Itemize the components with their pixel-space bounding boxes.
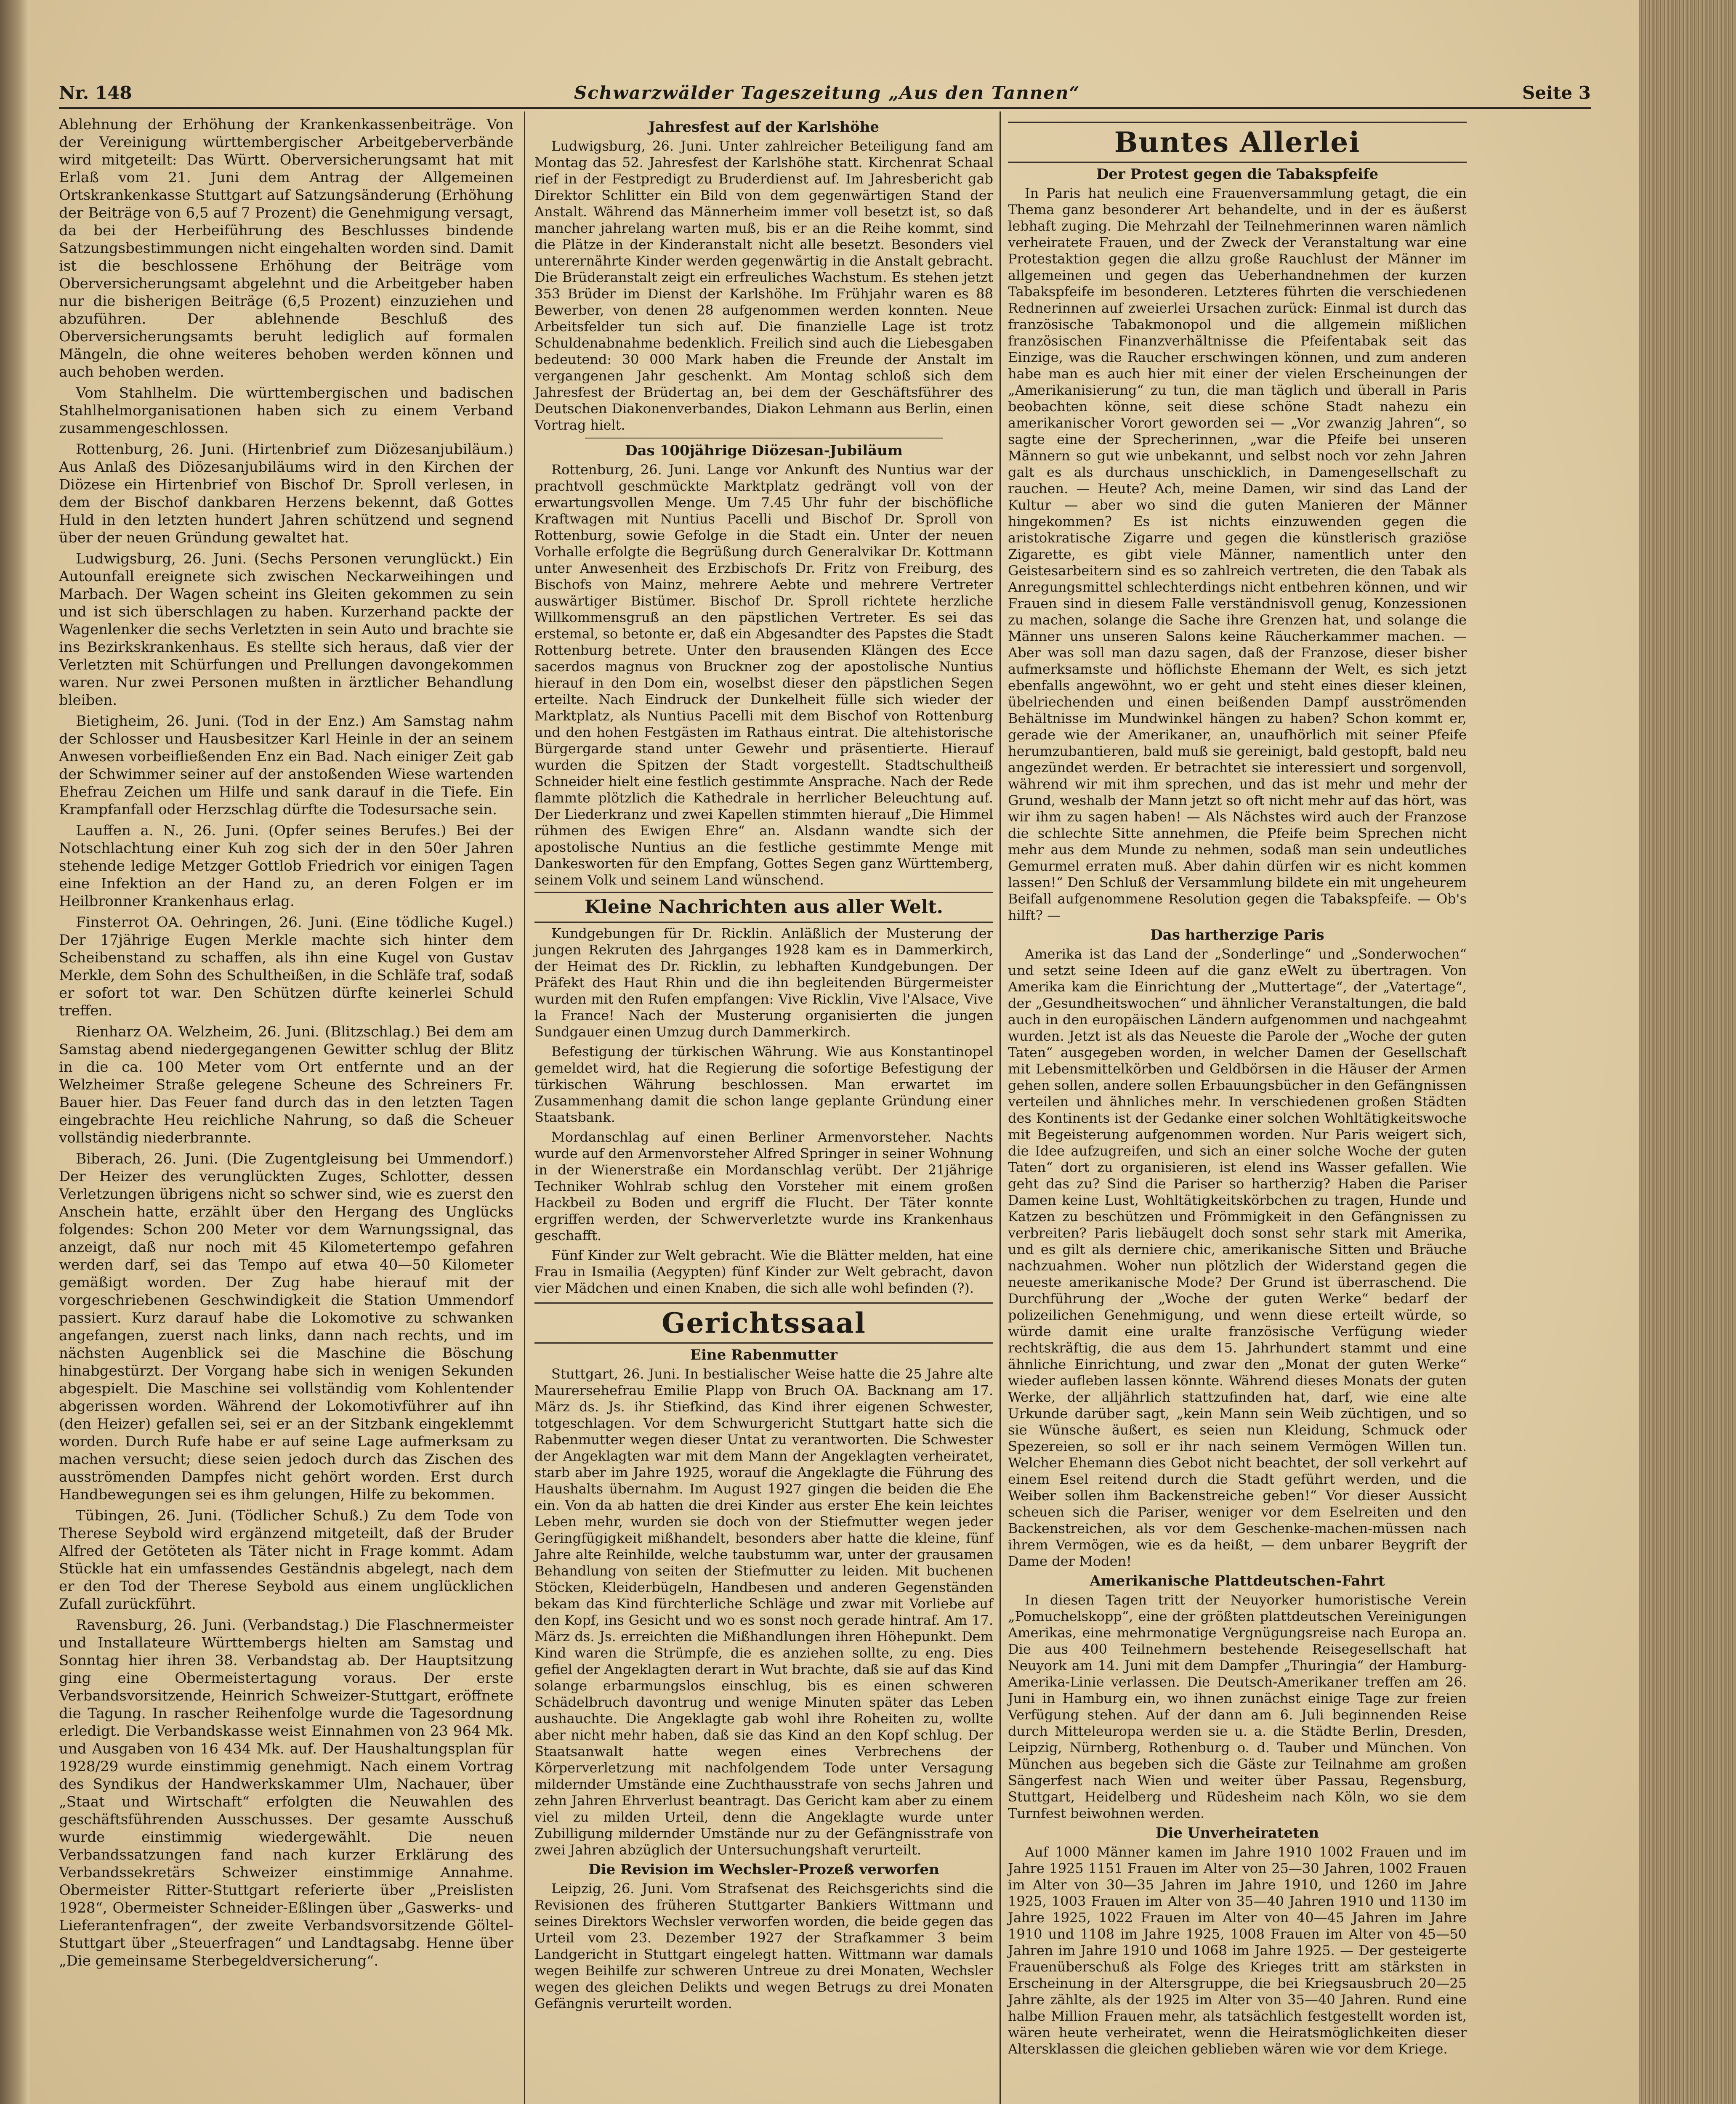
article-dioezesan-jubilaeum: Rottenburg, 26. Juni. Lange vor Ankunft des Nuntius war der prachtvoll geschmückte Marktplatz gedrängt voll von der erwartungsvollen Menge. Um 7.45 Uhr fuhr der bischöfliche Kraftwagen mit Nuntius Pacelli und Bischof Dr. Sproll von Rottenburg, sowie Gefolge in die Stadt ein. Unter der neuen Vorhalle erfolgte die Begrüßung durch Generalvikar Dr. Kottmann unter Anwesenheit des Erzbischofs Dr. Fritz von Freiburg, des Bischofs von Mainz, mehrere Aebte und mehrere Vertreter auswärtiger Bistümer. Bischof Dr. Sproll richtete herzliche Willkommensgruß an den päpstlichen Vertreter. Es sei das erstemal, so betonte er, daß ein Abgesandter des Papstes die Stadt Rottenburg betrete. Unter den brausenden Klängen des Ecce sacerdos magnus von Bruckner zog der apostolische Nuntius hierauf in den Dom ein, woselbst dieser den päpstlichen Segen erteilte. Nach Eindruck der Dunkelheit fülle sich wieder der Marktplatz, als Nuntius Pacelli mit dem Bischof von Rottenburg und den hohen Festgästen im Rathaus eintrat. Die altehistorische Bürgergarde stand unter Gewehr und präsentierte. Hierauf wurden die Spitzen der Stadt vorgestellt. Stadtschultheiß Schneider hielt eine festlich gestimmte Ansprache. Nach der Rede flammte plötzlich die Kathedrale in herrlicher Beleuchtung auf. Der Liederkranz und zwei Kapellen stimmten hierauf „Die Himmel rühmen des Ewigen Ehre“ an. Alsdann wandte sich der apostolische Nuntius an die festliche gestimmte Menge mit Dankesworten für den Empfang, Gottes Segen ganz Württemberg, seinem Volk und seinem Land wünschend. xyxy=(534,462,993,888)
article-unverheirateten: Auf 1000 Männer kamen im Jahre 1910 1002 Frauen und im Jahre 1925 1151 Frauen im Alter von 25—30 Jahren, 1002 Frauen im Alter von 30—35 Jahren im Jahre 1910, und 1260 im Jahre 1925, 1003 Frauen im Alter von 35—40 Jahren 1910 und 1130 im Jahre 1925, 1022 Frauen im Alter von 40—45 Jahren im Jahre 1910 und 1108 im Jahre 1925, 1008 Frauen im Alter von 45—50 Jahren im Jahre 1910 und 1068 im Jahre 1925. — Der gesteigerte Frauenüberschuß als Folge des Krieges tritt am stärksten in Erscheinung in der Altersgruppe, die bei Kriegsausbruch 20—25 Jahre zählte, als der 1925 im Alter von 35—40 Jahren. Rund eine halbe Million Frauen mehr, als tatsächlich festgestellt worden ist, wären heute verheiratet, wenn die Heiratsmöglichkeiten dieser Altersklassen die gleichen geblieben wären wie vor dem Kriege. xyxy=(1008,1844,1467,2057)
page-header xyxy=(59,80,1591,105)
article-rabenmutter: Stuttgart, 26. Juni. In bestialischer Weise hatte die 25 Jahre alte Maurersehefrau Emilie Plapp von Bruch OA. Backnang am 17. März ds. Js. ihr Stiefkind, das Kind ihrer eigenen Schwester, totgeschlagen. Vor dem Schwurgericht Stuttgart hatte sich die Rabenmutter wegen dieser Untat zu verantworten. Die Schwester der Angeklagten war mit dem Mann der Angeklagten verheiratet, starb aber im Jahre 1925, worauf die Angeklagte die Führung des Haushalts übernahm. Im August 1927 gingen die beiden die Ehe ein. Von da ab hatten die drei Kinder aus erster Ehe kein leichtes Leben mehr, wurden sie doch von der Stiefmutter wegen jeder Geringfügigkeit mißhandelt, besonders aber hatte die kleine, fünf Jahre alte Reinhilde, welche taubstumm war, unter der grausamen Behandlung von seiten der Stiefmutter zu leiden. Mit buchenen Stöcken, Kleiderbügeln, Handbesen und anderen Gegenständen bekam das Kind fürchterliche Schläge und zwar mit Vorliebe auf den Kopf, ins Gesicht und wo es sonst noch gerade hintraf. Am 17. März ds. Js. erreichten die Mißhandlungen ihren Höhepunkt. Dem Kind waren die Strümpfe, die es anziehen sollte, zu eng. Dies gefiel der Angeklagten derart in Wut brachte, daß sie auf das Kind solange erbarmungslos einschlug, bis es einen schweren Schädelbruch davontrug und wenige Minuten später das Leben aushauchte. Die Angeklagte gab wohl ihre Roheiten zu, wollte aber nicht mehr haben, daß sie das Kind an den Kopf schlug. Der Staatsanwalt hatte wegen eines Verbrechens der Körperverletzung mit nachfolgendem Tode unter Versagung mildernder Umstände eine Zuchthausstrafe von sechs Jahren und zehn Jahren Ehrverlust beantragt. Das Gericht kam aber zu einem viel zu milden Urteil, denn die Angeklagte wurde unter Zubilligung mildernder Umstände nur zu der Gefängnisstrafe von zwei Jahren abzüglich der Untersuchungshaft verurteilt. xyxy=(534,1366,993,1858)
article-plattdeutschen-fahrt: In diesen Tagen tritt der Neuyorker humoristische Verein „Pomuchelskopp“, eine der größten plattdeutschen Vereinigungen Amerikas, eine mehrmonatige Vergnügungsreise nach Europa an. Die aus 400 Teilnehmern bestehende Reisegesellschaft hat Neuyork am 14. Juni mit dem Dampfer „Thuringia“ der Hamburg-Amerika-Linie verlassen. Die Deutsch-Amerikaner treffen am 26. Juni in Hamburg ein, wo ihnen zunächst einige Tage zur freien Verfügung stehen. Auf der dann am 6. Juli beginnenden Reise durch Mitteleuropa werden sie u. a. die Städte Berlin, Dresden, Leipzig, Nürnberg, Rothenburg o. d. Tauber und München. Von München aus begeben sich die Gäste zur Teilnahme am großen Sängerfest nach Wien und weiter über Passau, Regensburg, Stuttgart, Heidelberg und Rüdesheim nach Köln, wo sie dem Turnfest beiwohnen werden. xyxy=(1008,1592,1467,1821)
article-rienharz: Rienharz OA. Welzheim, 26. Juni. (Blitzschlag.) Bei dem am Samstag abend niedergegangenen Gewitter schlug der Blitz in die ca. 100 Meter vom Ort entfernte und an der Welzheimer Straße gelegene Scheune des Schreiners Fr. Bauer hier. Das Feuer fand durch das in den letzten Tagen eingebrachte Heu reichliche Nahrung, so daß die Scheuer vollständig niederbrannte. xyxy=(59,1023,513,1146)
column-2 xyxy=(534,116,993,2104)
column-3 xyxy=(1008,116,1467,2104)
column-rule-2 xyxy=(1000,112,1001,2104)
heading-tabakspfeife: Der Protest gegen die Tabakspfeife xyxy=(1096,166,1379,183)
article-bietigheim: Bietigheim, 26. Juni. (Tod in der Enz.) Am Samstag nahm der Schlosser und Hausbesitzer Karl Heinle in der an seinem Anwesen vorbeifließenden Enz ein Bad. Nach einiger Zeit gab der Schwimmer seiner auf der anstoßenden Wiese wartenden Ehefrau Zeichen um Hilfe und sank darauf in die Tiefe. Ein Krampfanfall oder Herzschlag dürfte die Todesursache sein. xyxy=(59,713,513,818)
article-stahlhelm: Vom Stahlhelm. Die württembergischen und badischen Stahlhelmorganisationen haben sich zu einem Verband zusammengeschlossen. xyxy=(59,385,513,437)
article-ludwigsburg-autounfall: Ludwigsburg, 26. Juni. (Sechs Personen verunglückt.) Ein Autounfall ereignete sich zwischen Neckarweihingen und Marbach. Der Wagen scheint ins Gleiten gekommen zu sein und ist sich überschlagen zu haben. Kurzerhand packte der Wagenlenker die sechs Verletzten in sein Auto und brachte sie ins Bezirkskrankenhaus. Es stellte sich heraus, daß vier der Verletzten mit Schürfungen und Prellungen davongekommen waren. Nur zwei Personen mußten in ärztlicher Behandlung bleiben. xyxy=(59,550,513,709)
article-wechsler-prozess: Leipzig, 26. Juni. Vom Strafsenat des Reichsgerichts sind die Revisionen des früheren Stuttgarter Bankiers Wittmann und seines Direktors Wechsler verworfen worden, die beide gegen das Urteil vom 23. Dezember 1927 der Strafkammer 3 beim Landgericht in Stuttgart eingelegt hatten. Wittmann war damals wegen Beihilfe zur schweren Untreue zu drei Monaten, Wechsler wegen des gleichen Delikts und wegen Betrugs zu drei Monaten Gefängnis verurteilt worden. xyxy=(534,1881,993,2011)
page-edges xyxy=(1639,0,1736,2104)
article-tuebingen: Tübingen, 26. Juni. (Tödlicher Schuß.) Zu dem Tode von Therese Seybold wird ergänzend mitgeteilt, daß der Bruder Alfred der Getöteten als Täter nicht in Frage kommt. Adam Stückle hat ein umfassendes Geständnis abgelegt, nach dem er den Tod der Therese Seybold aus einem unglücklichen Zufall zurückführt. xyxy=(59,1507,513,1613)
article-krankenkasse: Ablehnung der Erhöhung der Krankenkassenbeiträge. Von der Vereinigung württembergischer Arbeitgeberverbände wird mitgeteilt: Das Württ. Oberversicherungsamt hat mit Erlaß vom 21. Juni dem Antrag der Allgemeinen Ortskrankenkasse Stuttgart auf Satzungsänderung (Erhöhung der Beiträge von 6,5 auf 7 Prozent) die Genehmigung versagt, da bei der Herbeiführung des Beschlusses bindende Satzungsbestimmungen nicht eingehalten worden sind. Damit ist die beschlossene Erhöhung der Beiträge vom Oberversicherungsamt abgelehnt und die Arbeitgeber haben nur die bisherigen Beiträge (6,5 Prozent) einzuziehen und abzuführen. Der ablehnende Beschluß des Oberversicherungsamts beruht lediglich auf formalen Mängeln, die ohne weiteres behoben werden können und auch behoben werden. xyxy=(59,116,513,380)
article-rottenburg-hirtenbrief: Rottenburg, 26. Juni. (Hirtenbrief zum Diözesanjubiläum.) Aus Anlaß des Diözesanjubiläums wird in den Kirchen der Diözese ein Hirtenbrief von Bischof Dr. Sproll verlesen, in dem der Bischof dankbaren Herzens bekennt, daß Gottes Huld in den letzten hundert Jahren schützend und segnend über der neuen Gründung gewaltet hat. xyxy=(59,441,513,546)
article-fuenf-kinder: Fünf Kinder zur Welt gebracht. Wie die Blätter melden, hat eine Frau in Ismailia (Aegypten) fünf Kinder zur Welt gebracht, davon vier Mädchen und einen Knaben, die sich alle wohl befinden (?). xyxy=(534,1247,993,1296)
heading-hartherziges-paris: Das hartherzige Paris xyxy=(1150,927,1324,943)
column-rule-1 xyxy=(524,112,525,2104)
article-biberach: Biberach, 26. Juni. (Die Zugentgleisung bei Ummendorf.) Der Heizer des verunglückten Zuges, Schlotter, dessen Verletzungen übrigens nicht so schwer sind, wie es zuerst den Anschein hatte, erzählt über den Hergang des Unglücks folgendes: Schon 200 Meter vor dem Warnungssignal, das anzeigt, daß nur noch mit 45 Kilometertempo gefahren werden darf, sei das Tempo auf etwa 40—50 Kilometer gemäßigt worden. Der Zug habe hierauf mit der vorgeschriebenen Geschwindigkeit die Station Ummendorf passiert. Kurz darauf habe die Lokomotive zu schwanken angefangen, zuerst nach links, dann nach rechts, und im nächsten Augenblick sei die Maschine die Böschung hinabgestürzt. Der Vorgang habe sich in wenigen Sekunden abgespielt. Die Maschine sei vollständig vom Kohlentender abgerissen worden. Während der Lokomotivführer auf ihn (den Heizer) gefallen sei, sei er an der Sitzbank eingeklemmt worden. Durch Rufe habe er auf seine Lage aufmerksam zu machen versucht; diese seien jedoch durch das Zischen des ausströmenden Dampfes nicht gehört worden. Erst durch Handbewegungen sei es ihm gelungen, Hilfe zu bekommen. xyxy=(59,1150,513,1503)
header-rule xyxy=(59,107,1591,109)
heading-buntes-allerlei: Buntes Allerlei xyxy=(1008,122,1467,163)
page-label: Seite 3 xyxy=(1522,82,1591,103)
heading-rabenmutter: Eine Rabenmutter xyxy=(690,1347,837,1363)
heading-karlshoehe: Jahresfest auf der Karlshöhe xyxy=(648,119,880,135)
article-finsterrot: Finsterrot OA. Oehringen, 26. Juni. (Eine tödliche Kugel.) Der 17jährige Eugen Merkle machte sich hinter dem Scheibenstand zu schaffen, als ihn eine Kugel von Gustav Merkle, dem Sohn des Schultheißen, in die Schläfe traf, sodaß er sofort tot war. Den Schützen dürfte keinerlei Schuld treffen. xyxy=(59,914,513,1019)
heading-dioezesan-jubilaeum: Das 100jährige Diözesan-Jubiläum xyxy=(625,442,903,459)
issue-number: Nr. 148 xyxy=(59,82,132,103)
heading-kleine-nachrichten: Kleine Nachrichten aus aller Welt. xyxy=(534,892,993,923)
article-hartherziges-paris: Amerika ist das Land der „Sonderlinge“ und „Sonderwochen“ und setzt seine Ideen auf die ganz eWelt zu übertragen. Von Amerika kam die Einrichtung der „Muttertage“, der „Vatertage“, der „Gesundheitswochen“ und ähnlicher Veranstaltungen, die bald auch in den europäischen Ländern aufgenommen und nachgeahmt wurden. Jetzt ist als das Neueste die Parole der „Woche der guten Taten“ ausgegeben worden, in welcher Damen der Gesellschaft mit Lebensmittelkörben und Geldbörsen in die Häuser der Armen gehen sollen, andere sollen Erbauungsbücher in den Gefängnissen verteilen und ähnliches mehr. In verschiedenen großen Städten des Kontinents ist der Gedanke einer solchen Wohltätigkeitswoche mit Begeisterung aufgenommen worden. Nur Paris weigert sich, die Idee aufzugreifen, und sich an einer solche Woche der guten Taten“ dort zu organisieren, ist elend ins Wasser gefallen. Wie geht das zu? Sind die Pariser so hartherzig? Haben die Pariser Damen keine Lust, Wohltätigkeitskörbchen zu tragen, Hunde und Katzen zu beschützen und Frömmigkeit in den Gefängnissen zu verbreiten? Paris liebäugelt doch sonst sehr stark mit Amerika, und es gilt als derniere chic, amerikanische Sitten und Bräuche nachzuahmen. Woher nun plötzlich der Widerstand gegen die neueste amerikanische Mode? Der Grund ist überraschend. Die Durchführung der „Woche der guten Werke“ bedarf der polizeilichen Genehmigung, und wenn diese erteilt würde, so würde damit eine uralte französische Verfügung wieder rechtskräftig, die aus dem 15. Jahrhundert stammt und eine ähnliche Einrichtung, und zwar den „Monat der guten Werke“ wieder aufleben lassen könnte. Während dieses Monats der guten Werke, der alljährlich stattzufinden hat, darf, wie eine alte Urkunde darüber sagt, „kein Mann sein Weib züchtigen, und so sie Wünsche äußert, es seien nun Kleidung, Schmuck oder Spezereien, so soll er ihr nach seinem Vermögen Willen tun. Welcher Ehemann dies Gebot nicht beachtet, der soll verkehrt auf einem Esel reitend durch die Stadt geführt werden, und die Weiber sollen ihm Backenstreiche geben!“ Vor dieser Aussicht scheuen sich die Pariser, weniger vor dem Eselreiten und den Backenstreichen, als vor dem Geschenke-machen-müssen nach ihrem Vermögen, wie es da heißt, — dem unbarer Beygrift der Dame der Moden! xyxy=(1008,946,1467,1569)
article-ravensburg: Ravensburg, 26. Juni. (Verbandstag.) Die Flaschnermeister und Installateure Württembergs hielten am Samstag und Sonntag hier ihren 38. Verbandstag ab. Der Hauptsitzung ging eine Obermeistertagung voraus. Der erste Verbandsvorsitzende, Heinrich Schweizer-Stuttgart, eröffnete die Tagung. In rascher Reihenfolge wurde die Tagesordnung erledigt. Die Verbandskasse weist Einnahmen von 23 964 Mk. und Ausgaben von 16 434 Mk. auf. Der Haushaltungsplan für 1928/29 wurde einstimmig genehmigt. Nach einem Vortrag des Syndikus der Handwerkskammer Ulm, Nachauer, über „Staat und Wirtschaft“ erfolgten die Neuwahlen des geschäftsführenden Ausschusses. Der gesamte Ausschuß wurde einstimmig wiedergewählt. Die neuen Verbandssatzungen fand nach kurzer Erklärung des Verbandssekretärs Schweizer einstimmige Annahme. Obermeister Ritter-Stuttgart referierte über „Preislisten 1928“, Obermeister Schneider-Eßlingen über „Gaswerks- und Lieferantenfragen“, der zweite Verbandsvorsitzende Göltel-Stuttgart über „Steuerfragen“ und Landtagsabg. Henne über „Die gemeinsame Sterbegeldversicherung“. xyxy=(59,1617,513,1969)
column-1 xyxy=(59,116,513,2104)
heading-unverheirateten: Die Unverheirateten xyxy=(1155,1825,1319,1841)
article-tabakspfeife: In Paris hat neulich eine Frauenversammlung getagt, die ein Thema ganz besonderer Art behandelte, und in der es äußerst lebhaft zuging. Die Mehrzahl der Teilnehmerinnen waren nämlich verheiratete Frauen, und der Zweck der Veranstaltung war eine Protestaktion gegen die allzu große Rauchlust der Männer im allgemeinen und gegen das Ueberhandnehmen der kurzen Tabakspfeife im besonderen. Letzteres führten die verschiedenen Rednerinnen auf zweierlei Ursachen zurück: Einmal ist durch das französische Tabakmonopol und die allgemein mißlichen französischen Finanzverhältnisse die Pfeifentabak seit das Einzige, was die Raucher erschwingen können, und zum anderen habe man es auch hier mit einer der vielen Erscheinungen der „Amerikanisierung“ zu tun, die man täglich und überall in Paris beobachten könne, seit diese schöne Stadt nahezu ein amerikanischer Vorort geworden sei — „Vor zwanzig Jahren“, so sagte eine der Sprecherinnen, „war die Pfeife bei unseren Männern so gut wie unbekannt, und selbst noch vor zehn Jahren galt es als durchaus unschicklich, in Damengesellschaft zu rauchen. — Heute? Ach, meine Damen, wir sind das Land der Kultur — aber wo sind die guten Manieren der Männer hingekommen? Es ist nichts einzuwenden gegen die aristokratische Zigarre und gegen die künstlerisch graziöse Zigarette, es gibt viele Männer, namentlich unter den Geistesarbeitern sind es so zahlreich vertreten, die den Tabak als Anregungsmittel schlechterdings nicht entbehren können, und wir Frauen sind in diesem Falle verständnisvoll genug, Konzessionen zu machen, solange die Sache ihre Grenzen hat, und solange die Männer uns unseren Salons keine Räucherkammer machen. — Aber was soll man dazu sagen, daß der Franzose, dieser bisher aufmerksamste und höflichste Ehemann der Welt, es sich jetzt ebenfalls angewöhnt, wo er geht und steht eines dieser kleinen, übelriechenden und einen beißenden Dampf ausströmenden Behältnisse im Mundwinkel hängen zu haben? Schon kommt er, gerade wie der Amerikaner, an, unaufhörlich mit seiner Pfeife herumzubantieren, bald muß sie gereinigt, bald gestopft, bald neu angezündet werden. Er betrachtet sie interessiert und sorgenvoll, während wir mit ihm sprechen, und das ist mehr und mehr der Grund, weshalb der Mann jetzt so oft nicht mehr auf das hört, was wir ihm zu sagen haben! — Als Nächstes wird auch der Franzose die schlechte Sitte annehmen, die Pfeife beim Sprechen nicht mehr aus dem Munde zu nehmen, sodaß man sein undeutliches Gemurmel erraten muß. Aber dahin dürfen wir es nicht kommen lassen!“ Den Schluß der Versammlung bildete ein mit ungeheurem Beifall aufgenommene Resolution gegen die Tabakspfeife. — Ob's hilft? — xyxy=(1008,185,1467,923)
article-mordanschlag: Mordanschlag auf einen Berliner Armenvorsteher. Nachts wurde auf den Armenvorsteher Alfred Springer in seiner Wohnung in der Wienerstraße ein Mordanschlag verübt. Der 21jährige Techniker Wohlrab schlug den Vorsteher mit einem großen Hackbeil zu Boden und ergriff die Flucht. Der Täter konnte ergriffen werden, der Schwerverletzte wurde ins Krankenhaus geschafft. xyxy=(534,1129,993,1243)
heading-gerichtssaal: Gerichtssaal xyxy=(534,1302,993,1344)
article-karlshoehe: Ludwigsburg, 26. Juni. Unter zahlreicher Beteiligung fand am Montag das 52. Jahresfest der Karlshöhe statt. Kirchenrat Schaal rief in der Festpredigt zu Bruderdienst auf. Im Jahresbericht gab Direktor Schlitter ein Bild von dem gegenwärtigen Stand der Anstalt. Während das Männerheim immer voll besetzt ist, so daß mancher jahrelang warten muß, bis er an die Reihe kommt, sind die Plätze in der Kinderanstalt nicht alle besetzt. Besonders viel unterernährte Kinder werden gegenwärtig in die Anstalt gebracht. Die Brüderanstalt zeigt ein erfreuliches Wachstum. Es stehen jetzt 353 Brüder im Dienst der Karlshöhe. Im Frühjahr waren es 88 Bewerber, von denen 28 aufgenommen werden konnten. Neue Arbeitsfelder tun sich auf. Die finanzielle Lage ist trotz Schuldenabnahme bedenklich. Freilich sind auch die Liebesgaben bedeutend: 30 000 Mark haben die Freunde der Anstalt im vergangenen Jahr geschenkt. Am Montag schloß sich dem Jahresfest der Brüdertag an, bei dem der Geschäftsführer des Deutschen Diakonenverbandes, Diakon Lehmann aus Berlin, einen Vortrag hielt. xyxy=(534,138,993,433)
article-tuerkische-waehrung: Befestigung der türkischen Währung. Wie aus Konstantinopel gemeldet wird, hat die Regierung die sofortige Befestigung der türkischen Währung beschlossen. Man erwartet im Zusammenhang damit die schon lange geplante Gründung einer Staatsbank. xyxy=(534,1044,993,1125)
article-ricklin: Kundgebungen für Dr. Ricklin. Anläßlich der Musterung der jungen Rekruten des Jahrganges 1928 kam es in Dammerkirch, der Heimat des Dr. Ricklin, zu lebhaften Kundgebungen. Der Präfekt des Haut Rhin und die ihn begleitenden Bürgermeister wurden mit den Rufen empfangen: Vive Ricklin, Vive l'Alsace, Vive la France! Nach der Musterung organisierten die jungen Sundgauer einen Umzug durch Dammerkirch. xyxy=(534,925,993,1040)
article-lauffen: Lauffen a. N., 26. Juni. (Opfer seines Berufes.) Bei der Notschlachtung einer Kuh zog sich der in den 50er Jahren stehende ledige Metzger Gottlob Friedrich vor einigen Tagen eine Infektion an der Hand zu, an deren Folgen er im Heilbronner Krankenhaus erlag. xyxy=(59,822,513,910)
book-gutter xyxy=(0,0,29,2104)
newspaper-title: Schwarzwälder Tageszeitung „Aus den Tannen“ xyxy=(574,82,1080,103)
heading-plattdeutschen-fahrt: Amerikanische Plattdeutschen-Fahrt xyxy=(1090,1573,1385,1589)
heading-wechsler-prozess: Die Revision im Wechsler-Prozeß verworfen xyxy=(588,1861,939,1878)
